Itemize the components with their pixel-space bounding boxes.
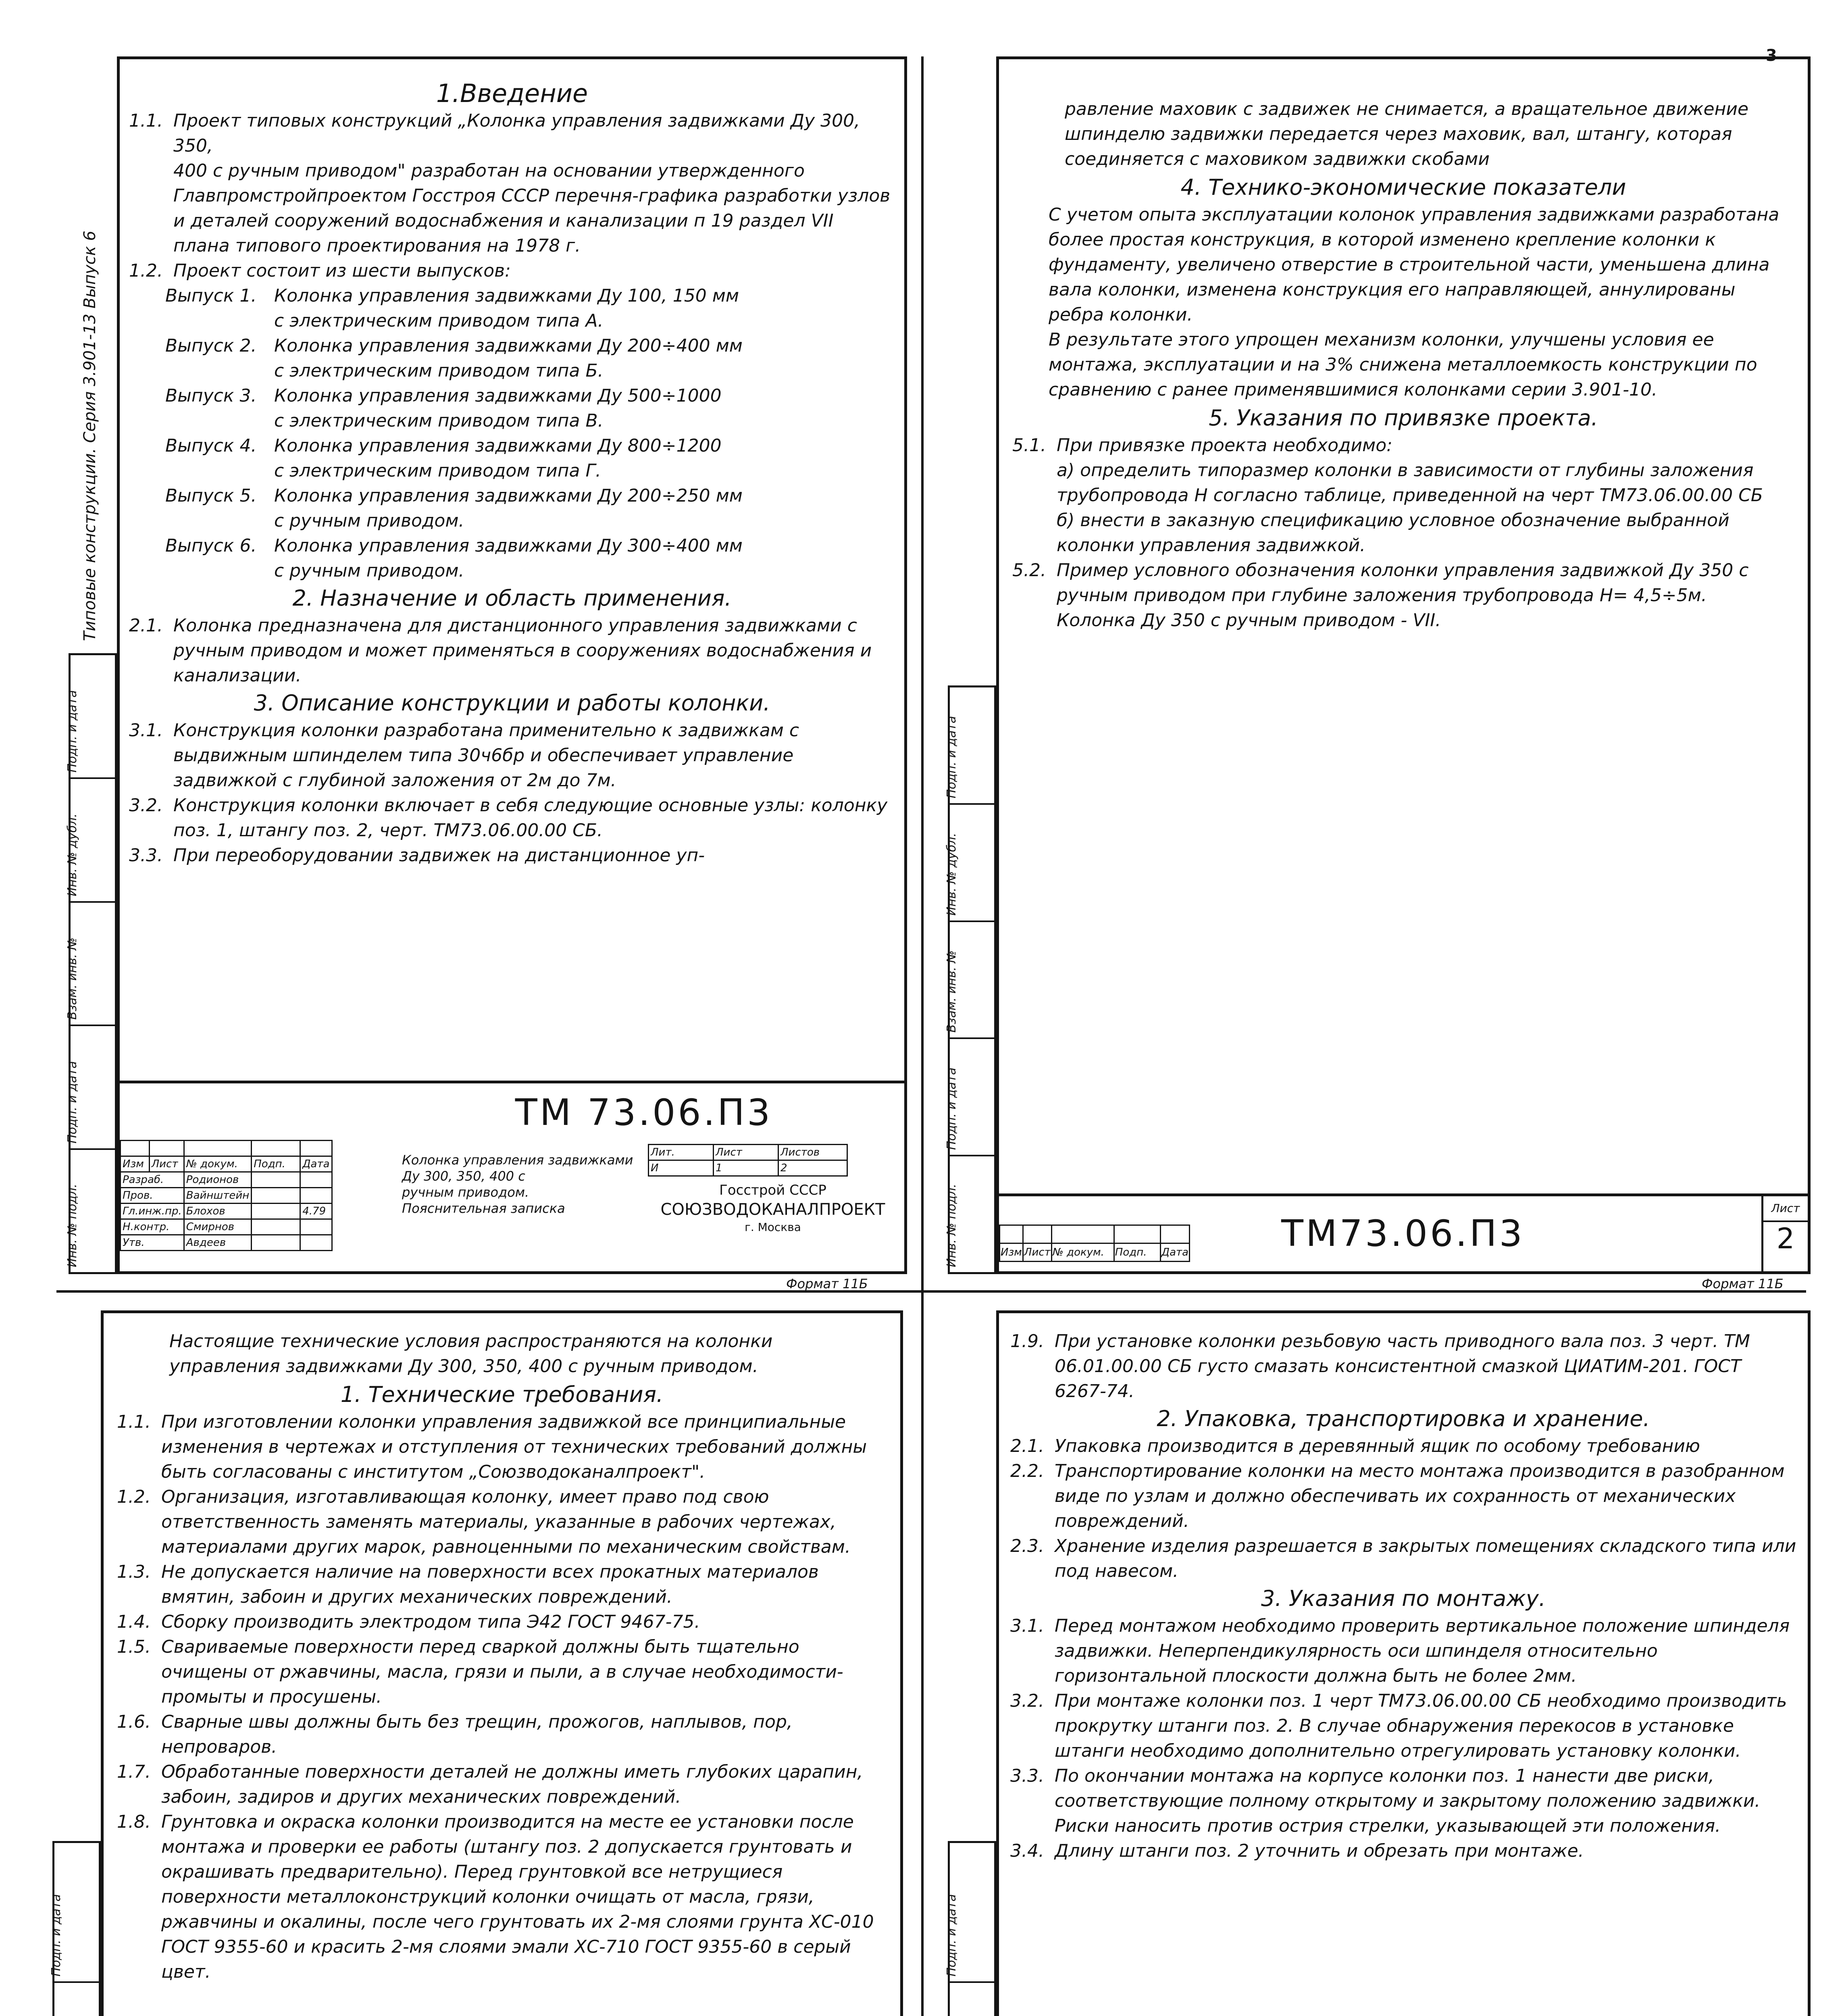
side-cell: Подп. и дата — [950, 1039, 994, 1156]
side-cell: Инв. № подл. — [65, 1184, 79, 1267]
side-strip — [65, 56, 117, 1274]
format-label: Формат 11Б — [1702, 1276, 1784, 1291]
name-cell: Блохов — [184, 1204, 252, 1219]
numbered-paragraph: 1.8. Грунтовка и окраска колонки производится на месте ее установки после монтажа и проверки ее работы (штангу поз. 2 допускается грунтовать и окрашивать предварительно). Перед грунтовкой все нетрущиеся поверхности металлоконструкций колонки очищать от масла, грязи, ржавчины и окалины, после чего грунтовать их 2-мя слоями грунта ХС-010 ГОСТ 9355-60 и красить 2-мя слоями эмали ХС-710 ГОСТ 9355-60 в серый цвет. — [117, 1812, 874, 1982]
sheet-number-box — [1761, 1196, 1808, 1271]
paragraph: С учетом опыта эксплуатации колонок управления задвижками разработана более простая конструкция, в которой изменено крепление колонки к фундаменту, увеличено отверстие в строительной части, уменьшена длина вала колонки, изменена конструкция его направляющей, аннулированы ребра колонки. В результате этого упрощен механизм колонки, улучшены условия ее монтажа, эксплуатации и на 3% снижена металлоемкость конструкции по сравнению с ранее применявшимися колонками серии 3.901-10. — [1049, 204, 1779, 400]
role-cell: Н.контр. — [121, 1219, 184, 1235]
title-block — [117, 1081, 907, 1274]
side-cell: Инв. № дубл. — [950, 805, 994, 922]
side-cell: Инв. № дубл. — [71, 779, 115, 903]
numbered-paragraph: 5.1. При привязке проекта необходимо: а) определить типоразмер колонки в зависимости от глубины заложения трубопровода Н согласно таблице, приведенной на черт ТМ73.06.00.00 СБ б) внести в заказную спецификацию условное обозначение выбранной колонки управления задвижкой. — [1012, 435, 1763, 556]
page-number: 3 — [1766, 46, 1777, 65]
col-header: Дата — [300, 1156, 332, 1172]
role-cell: Пров. — [121, 1188, 184, 1204]
numbered-paragraph: 1.5. Свариваемые поверхности перед сваркой должны быть тщательно очищены от ржавчины, масла, грязи и пыли, а в случае необходимости-промыты и просушены. — [117, 1637, 843, 1707]
col-header: Изм — [1000, 1243, 1023, 1262]
role-cell: Утв. — [121, 1235, 184, 1251]
numbered-paragraph: 2.2. Транспортирование колонки на место монтажа производится в разобранном виде по узлам и должно обеспечивать их сохранность от механических повреждений. — [1010, 1461, 1785, 1531]
issue-item: Выпуск 3. Колонка управления задвижками Ду 500÷1000 с электрическим приводом типа В. — [165, 385, 722, 431]
side-cell: Взам. инв. № — [71, 903, 115, 1027]
section-heading: 3. Описание конструкции и работы колонки. — [254, 690, 770, 716]
numbered-paragraph: 3.2. При монтаже колонки поз. 1 черт ТМ73.06.00.00 СБ необходимо производить прокрутку штанги поз. 2. В случае обнаружения перекосов в установке штанги необходимо дополнительно отрегулировать установку колонки. — [1010, 1691, 1787, 1761]
lit-table: Лит. Лист Листов И 1 2 — [648, 1144, 848, 1177]
sheet-content — [1010, 1329, 1796, 1864]
sheet-value: 2 — [1776, 1222, 1795, 1255]
side-strip — [49, 1841, 101, 2016]
section-heading: 5. Указания по привязке проекта. — [1209, 405, 1598, 431]
section-heading: 2. Назначение и область применения. — [292, 585, 732, 611]
side-cells — [49, 1841, 101, 2016]
col-header: Лист — [1023, 1243, 1051, 1262]
side-strip — [945, 56, 996, 1274]
document-code: ТМ73.06.П3 — [1281, 1212, 1525, 1255]
numbered-paragraph: 3.1. Перед монтажом необходимо проверить вертикальное положение шпинделя задвижки. Неперпендикулярность оси шпинделя относительно горизонтальной плоскости должна быть не более 2мм. — [1010, 1616, 1790, 1686]
side-cell: Подп. и дата — [71, 655, 115, 779]
date-cell: 4.79 — [300, 1204, 332, 1219]
paragraph: равление маховик с задвижек не снимается, а вращательное движение шпинделю задвижки передается через маховик, вал, штангу, которая соединяется с маховиком задвижки скобами — [1065, 99, 1749, 169]
numbered-paragraph: 1.4. Сборку производить электродом типа Э42 ГОСТ 9467-75. — [117, 1612, 700, 1632]
name-cell: Авдеев — [184, 1235, 252, 1251]
numbered-paragraph: 3.2. Конструкция колонки включает в себя следующие основные узлы: колонку поз. 1, штангу поз. 2, черт. ТМ73.06.00.00 СБ. — [129, 795, 888, 841]
name-cell: Родионов — [184, 1172, 252, 1188]
document-title: Колонка управления задвижками Ду 300, 350, 400 с ручным приводом. Пояснительная записка — [402, 1152, 633, 1216]
role-cell: Гл.инж.пр. — [121, 1204, 184, 1219]
numbered-paragraph: 2.3. Хранение изделия разрешается в закрытых помещениях складского типа или под навесом. — [1010, 1536, 1796, 1581]
org-ministry: Госстрой СССР — [719, 1182, 826, 1198]
sheet-2 — [924, 0, 1844, 1290]
numbered-paragraph: 1.6. Сварные швы должны быть без трещин, прожогов, наплывов, пор, непроваров. — [117, 1712, 793, 1757]
role-cell: Разраб. — [121, 1172, 184, 1188]
side-cell — [54, 1983, 99, 2016]
numbered-paragraph: 1.1. При изготовлении колонки управления задвижкой все принципиальные изменения в чертежах и отступления от технических требований должны быть согласованы с институтом „Союзводоканалпроект". — [117, 1412, 867, 1482]
col-header: Изм — [121, 1156, 150, 1172]
section-heading: 3. Указания по монтажу. — [1261, 1586, 1546, 1611]
side-cell: Подп. и дата — [950, 1843, 994, 1983]
numbered-paragraph: 1.7. Обработанные поверхности деталей не должны иметь глубоких царапин, забоин, задиров и других механических повреждений. — [117, 1762, 863, 1807]
side-cells — [945, 685, 996, 1274]
sheet-content — [129, 79, 895, 868]
numbered-paragraph: 3.1. Конструкция колонки разработана применительно к задвижкам с выдвижным шпинделем типа 30ч6бр и обеспечивает управление задвижкой с глубиной заложения от 2м до 7м. — [129, 720, 799, 791]
section-heading: 4. Технико-экономические показатели — [1180, 175, 1626, 200]
side-cell: Подп. и дата — [71, 1026, 115, 1150]
paragraph: Настоящие технические условия распространяются на колонки управления задвижками Ду 300, 350, 400 с ручным приводом. — [169, 1331, 773, 1377]
section-heading: 1.Введение — [436, 79, 588, 108]
side-cell: Подп. и дата — [54, 1843, 99, 1983]
side-strip — [945, 1841, 996, 2016]
side-cell — [950, 1983, 994, 2016]
issue-item: Выпуск 4. Колонка управления задвижками Ду 800÷1200 с электрическим приводом типа Г. — [165, 435, 722, 481]
section-heading: 1. Технические требования. — [340, 1382, 664, 1407]
format-label: Формат 11Б — [786, 1276, 868, 1291]
col-header: Подп. — [1114, 1243, 1160, 1262]
sheet-1 — [0, 0, 921, 1290]
side-cell: Инв. № подл. — [945, 1184, 959, 1267]
section-heading: 2. Упаковка, транспортировка и хранение. — [1157, 1406, 1650, 1431]
sheet-content — [117, 1329, 887, 1985]
numbered-paragraph: 1.2. Организация, изготавливающая колонку, имеет право под свою ответственность заменять материалы, указанные в рабочих чертежах, материалами других марок, равноценными по механическим свойствам. — [117, 1487, 851, 1557]
numbered-paragraph: 3.3. При переоборудовании задвижек на дистанционное уп- — [129, 845, 705, 866]
sheet-3 — [0, 1293, 921, 2016]
side-cell: Взам. инв. № — [950, 922, 994, 1039]
numbered-paragraph: 1.3. Не допускается наличие на поверхности всех прокатных материалов вмятин, забоин и других механических повреждений. — [117, 1562, 819, 1607]
org-city: г. Москва — [745, 1220, 801, 1234]
col-header: № докум. — [1051, 1243, 1114, 1262]
issue-item: Выпуск 6. Колонка управления задвижками Ду 300÷400 мм с ручным приводом. — [165, 535, 743, 581]
numbered-paragraph: 1.9. При установке колонки резьбовую часть приводного вала поз. 3 черт. ТМ 06.01.00.00 СБ густо смазать консистентной смазкой ЦИАТИМ-201. ГОСТ 6267-74. — [1010, 1331, 1750, 1402]
name-cell: Вайнштейн — [184, 1188, 252, 1204]
issue-item: Выпуск 2. Колонка управления задвижками Ду 200÷400 мм с электрическим приводом типа Б. — [165, 335, 743, 381]
numbered-paragraph: 2.1. Упаковка производится в деревянный ящик по особому требованию — [1010, 1436, 1700, 1456]
issue-item: Выпуск 1. Колонка управления задвижками Ду 100, 150 мм с электрическим приводом типа А. — [165, 285, 739, 331]
numbered-paragraph: 3.4. Длину штанги поз. 2 уточнить и обрезать при монтаже. — [1010, 1841, 1584, 1861]
side-cells — [945, 1841, 996, 2016]
document-code: ТМ 73.06.П3 — [515, 1091, 773, 1134]
side-cell: Подп. и дата — [950, 687, 994, 805]
numbered-paragraph: 2.1. Колонка предназначена для дистанционного управления задвижками с ручным приводом и может применяться в сооружениях водоснабжения и канализации. — [129, 615, 872, 686]
numbered-paragraph: 3.3. По окончании монтажа на корпусе колонки поз. 1 нанести две риски, соответствующие полному открытому и закрытому положению задвижки. Риски наносить против острия стрелки, указывающей эти положения. — [1010, 1766, 1761, 1836]
title-block-grid — [999, 1225, 1190, 1262]
col-header: Дата — [1160, 1243, 1189, 1262]
side-cells — [65, 653, 117, 1274]
col-header: № докум. — [184, 1156, 252, 1172]
issue-item: Выпуск 5. Колонка управления задвижками Ду 200÷250 мм с ручным приводом. — [165, 485, 743, 531]
sheet-label: Лист — [1763, 1196, 1808, 1222]
title-block-grid — [120, 1140, 333, 1251]
numbered-paragraph: 1.1. Проект типовых конструкций „Колонка управления задвижками Ду 300, 350, 400 с ручным приводом" разработан на основании утвержденного Главпромстройпроектом Госстроя СССР перечня-графика разработки узлов и деталей сооружений водоснабжения и канализации п 19 раздел VII плана типового проектирования на 1978 г. — [129, 110, 891, 256]
col-header: Подп. — [252, 1156, 300, 1172]
col-header: Лист — [149, 1156, 184, 1172]
series-label: Типовые конструкции. Серия 3.901-13 Выпуск 6 — [81, 231, 99, 641]
sheet-4 — [924, 1293, 1844, 2016]
numbered-paragraph: 1.2. Проект состоит из шести выпусков: — [129, 260, 511, 281]
org-name: СОЮЗВОДОКАНАЛПРОЕКТ — [660, 1200, 885, 1219]
sheet-content — [1012, 97, 1794, 633]
numbered-paragraph: 5.2. Пример условного обозначения колонки управления задвижкой Ду 350 с ручным приводом при глубине заложения трубопровода Н= 4,5÷5м. Колонка Ду 350 с ручным приводом - VII. — [1012, 560, 1749, 631]
name-cell: Смирнов — [184, 1219, 252, 1235]
title-block — [996, 1193, 1811, 1274]
